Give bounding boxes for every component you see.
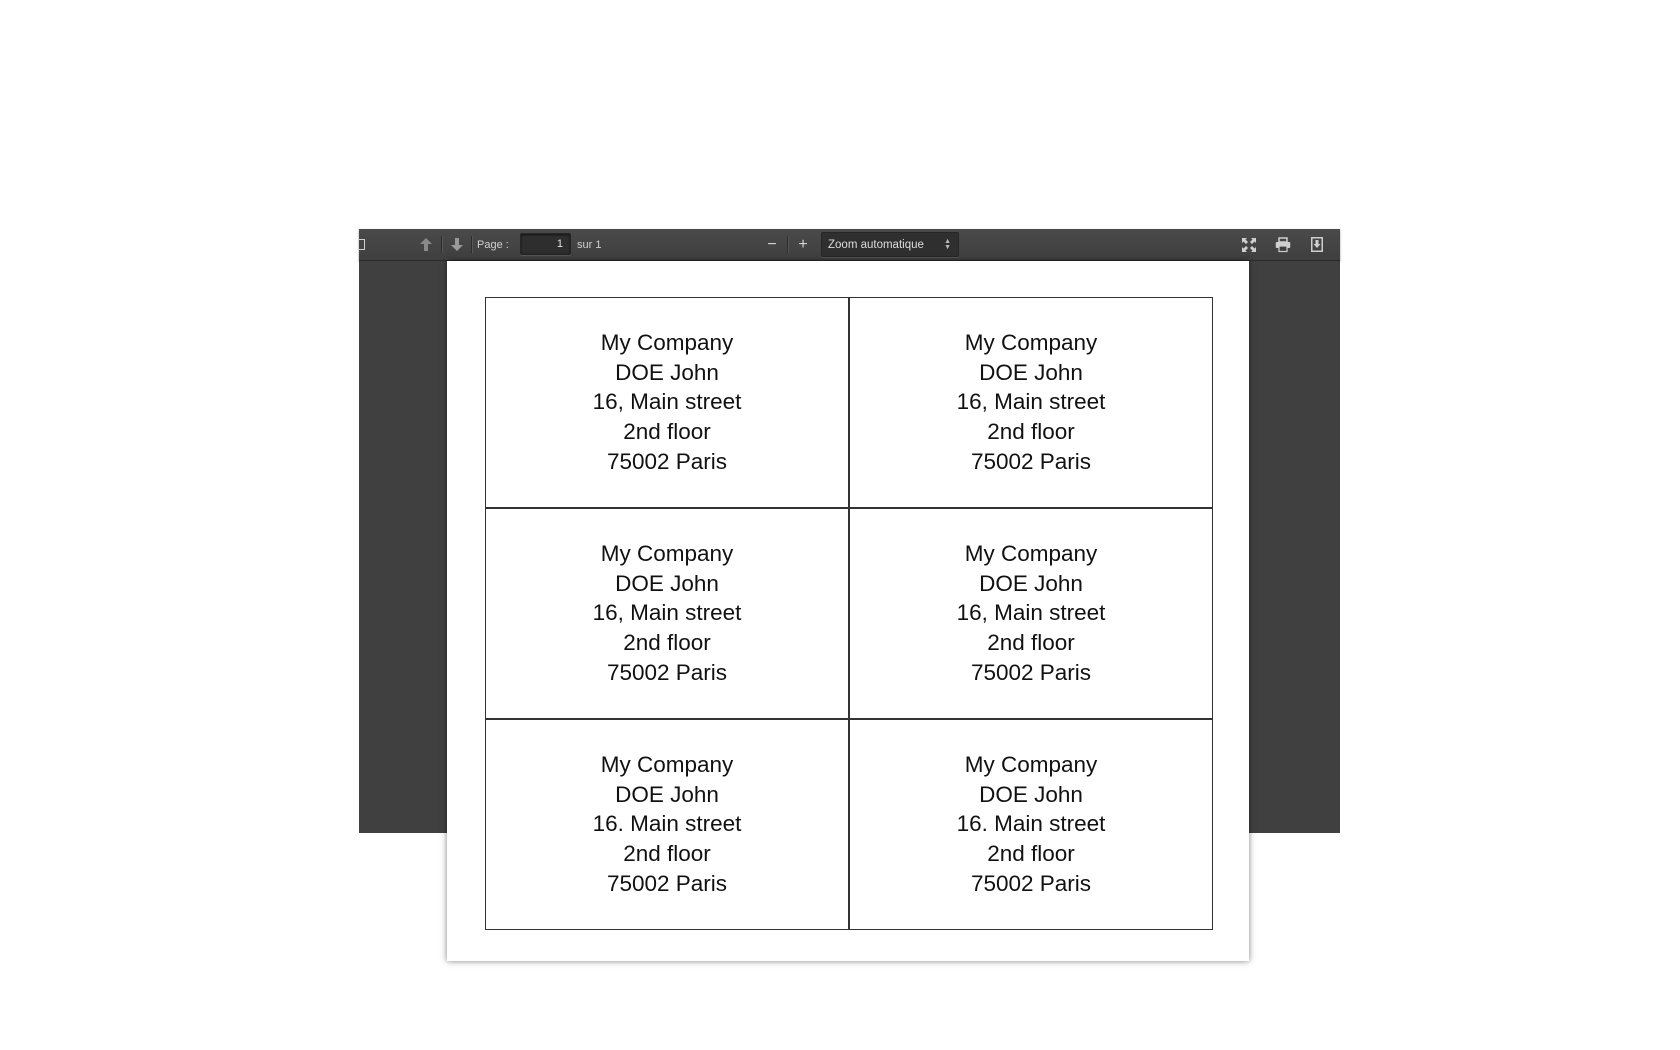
label-street: 16, Main street (592, 600, 742, 626)
next-page-button[interactable] (443, 229, 471, 260)
chevron-updown-icon: ▲ ▼ (944, 238, 951, 251)
label-company: My Company (600, 752, 734, 777)
zoom-out-button[interactable]: − (767, 235, 777, 253)
label-street: 16, Main street (592, 389, 742, 415)
address-label (849, 297, 1213, 508)
previous-page-button[interactable] (412, 229, 440, 260)
toolbar (359, 229, 1340, 261)
page-count: sur 1 (577, 238, 602, 251)
label-company: My Company (964, 541, 1098, 566)
label-company: My Company (964, 330, 1098, 355)
zoom-in-button[interactable]: + (798, 235, 808, 253)
label-street: 16. Main street (592, 811, 742, 837)
label-floor: 2nd floor (623, 841, 711, 867)
label-street: 16, Main street (956, 389, 1106, 415)
label-name: DOE John (615, 570, 719, 596)
download-icon (1311, 237, 1323, 252)
label-city: 75002 Paris (606, 659, 728, 685)
page-number-input[interactable] (520, 233, 571, 255)
toolbar-separator (441, 236, 442, 253)
labels-grid (485, 297, 1213, 930)
pdf-viewer (359, 229, 1340, 896)
fullscreen-icon (1242, 238, 1256, 252)
label-name: DOE John (979, 570, 1083, 596)
label-floor: 2nd floor (987, 841, 1075, 867)
download-button[interactable] (1304, 229, 1330, 260)
label-name: DOE John (979, 359, 1083, 385)
label-city: 75002 Paris (970, 659, 1092, 685)
label-name: DOE John (979, 781, 1083, 807)
zoom-select-value: Zoom automatique (828, 238, 924, 251)
label-city: 75002 Paris (606, 448, 728, 474)
toolbar-separator (787, 236, 788, 253)
label-company: My Company (600, 330, 734, 355)
address-label (849, 508, 1213, 719)
toolbar-separator (471, 236, 472, 253)
label-name: DOE John (615, 781, 719, 807)
label-company: My Company (600, 541, 734, 566)
label-floor: 2nd floor (987, 630, 1075, 656)
label-city: 75002 Paris (970, 448, 1092, 474)
address-label (485, 719, 849, 930)
zoom-select[interactable] (821, 232, 959, 257)
arrow-up-icon (420, 238, 432, 251)
page-label: Page : (477, 238, 509, 251)
address-label (485, 297, 849, 508)
sidebar-toggle-icon (358, 239, 365, 250)
address-label (849, 719, 1213, 930)
pdf-page (447, 261, 1249, 961)
document-area[interactable] (359, 261, 1340, 896)
label-floor: 2nd floor (623, 630, 711, 656)
label-company: My Company (964, 752, 1098, 777)
label-city: 75002 Paris (606, 870, 728, 896)
label-street: 16. Main street (956, 811, 1106, 837)
address-label (485, 508, 849, 719)
label-street: 16, Main street (956, 600, 1106, 626)
fullscreen-button[interactable] (1236, 229, 1262, 260)
sidebar-toggle-button[interactable] (355, 229, 367, 260)
print-button[interactable] (1270, 229, 1296, 260)
label-name: DOE John (615, 359, 719, 385)
print-icon (1275, 238, 1291, 252)
arrow-down-icon (451, 238, 463, 251)
label-floor: 2nd floor (987, 419, 1075, 445)
label-city: 75002 Paris (970, 870, 1092, 896)
label-floor: 2nd floor (623, 419, 711, 445)
